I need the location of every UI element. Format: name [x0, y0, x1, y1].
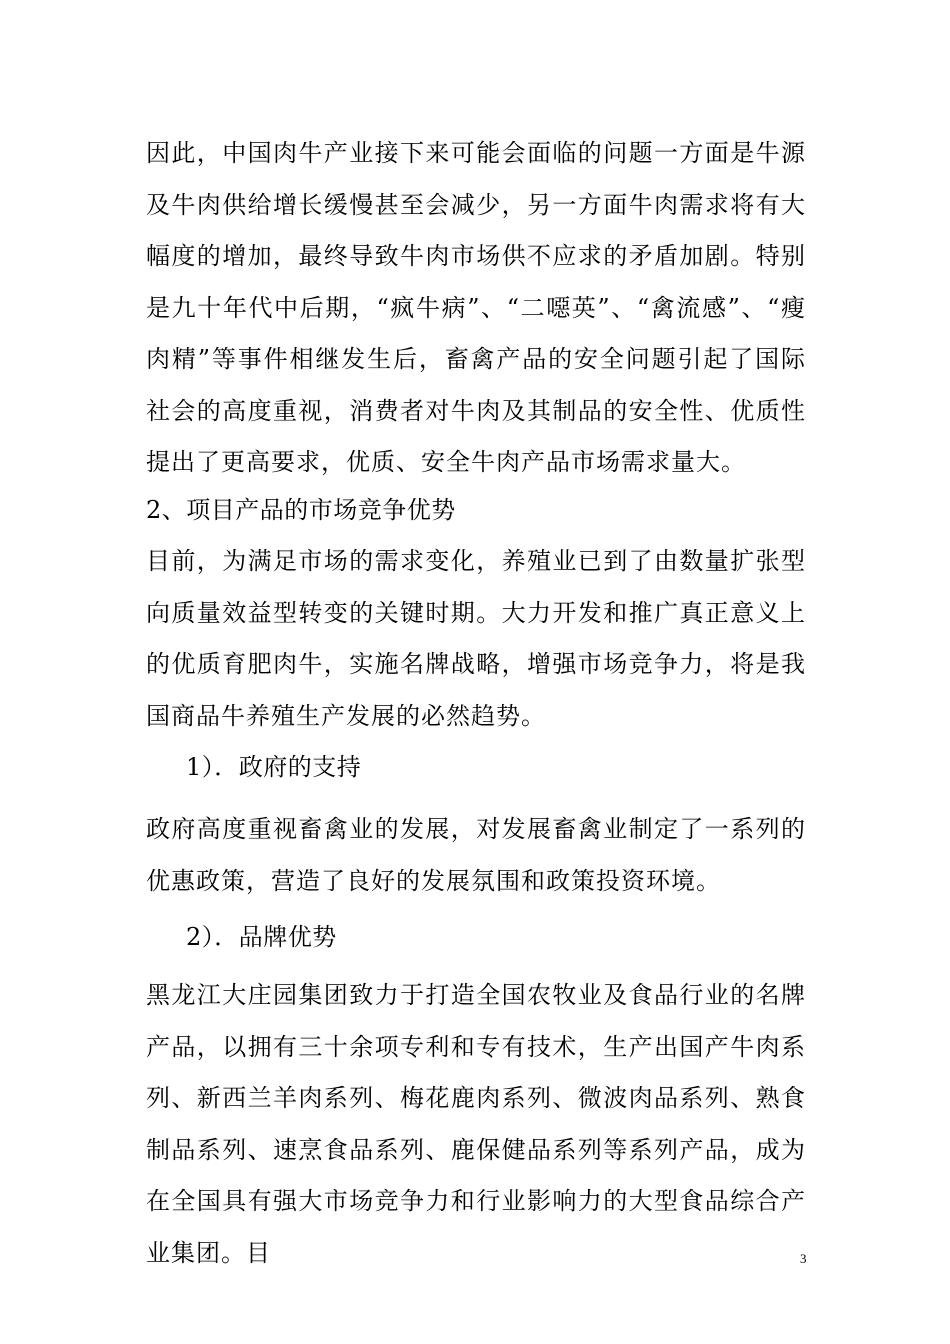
- paragraph-industry-transition: 目前，为满足市场的需求变化，养殖业已到了由数量扩张型向质量效益型转变的关键时期。大力开发和推广真正意义上的优质育肥肉牛，实施名牌战略，增强市场竞争力，将是我国商品牛养殖生产发展的必然趋势。: [146, 547, 806, 730]
- page-number: 3: [800, 1251, 807, 1266]
- subheading-government-support: 1）．政府的支持: [186, 753, 362, 781]
- paragraph-brand-description: 黑龙江大庄园集团致力于打造全国农牧业及食品行业的名牌产品，以拥有三十余项专利和专有技术，生产出国产牛肉系列、新西兰羊肉系列、梅花鹿肉系列、微波肉品系列、熟食制品系列、速烹食品系列、鹿保健品系列等系列产品，成为在全国具有强大市场竞争力和行业影响力的大型食品综合产业集团。目: [146, 981, 806, 1267]
- paragraph-government-policy: 政府高度重视畜禽业的发展，对发展畜禽业制定了一系列的优惠政策，营造了良好的发展氛围和政策投资环境。: [146, 815, 806, 895]
- subheading-brand-advantage: 2）．品牌优势: [186, 923, 337, 951]
- section-heading-competitive-advantage: 2、项目产品的市场竞争优势: [146, 496, 456, 524]
- paragraph-market-demand: 因此，中国肉牛产业接下来可能会面临的问题一方面是牛源及牛肉供给增长缓慢甚至会减少，另一方面牛肉需求将有大幅度的增加，最终导致牛肉市场供不应求的矛盾加剧。特别是九十年代中后期，“疯牛病”、“二噁英”、“禽流感”、“瘦肉精”等事件相继发生后，畜禽产品的安全问题引起了国际社会的高度重视，消费者对牛肉及其制品的安全性、优质性提出了更高要求，优质、安全牛肉产品市场需求量大。: [146, 139, 806, 476]
